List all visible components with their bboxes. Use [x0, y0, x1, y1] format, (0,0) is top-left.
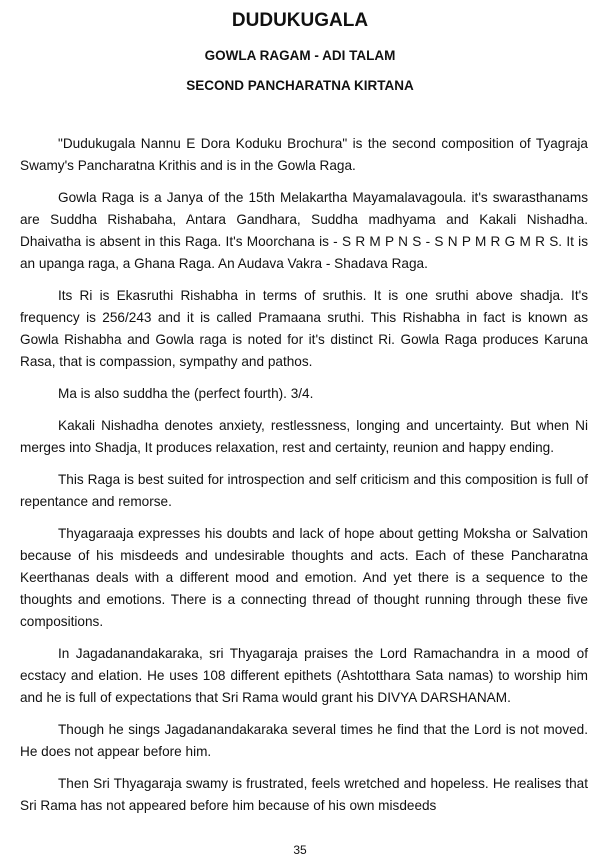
paragraph-10: Then Sri Thyagaraja swamy is frustrated, feels wretched and hopeless. He realises that Sri Rama has not appeared before him because of his own misdeeds [20, 776, 588, 813]
page-number: 35 [293, 843, 307, 857]
kirtana-subheading: SECOND PANCHARATNA KIRTANA [186, 78, 414, 93]
paragraph-5: Kakali Nishadha denotes anxiety, restlessness, longing and uncertainty. But when Ni merges into Shadja, It produces relaxation, rest and certainty, reunion and happy ending. [20, 418, 588, 455]
paragraph-6: This Raga is best suited for introspection and self criticism and this composition is full of repentance and remorse. [20, 472, 588, 509]
paragraph-8: In Jagadanandakaraka, sri Thyagaraja praises the Lord Ramachandra in a mood of ecstacy and elation. He uses 108 different epithets (Ashtotthara Sata namas) to worship him and he is full of expectations that Sri Rama would grant his DIVYA DARSHANAM. [20, 646, 588, 705]
paragraph-7: Thyagaraaja expresses his doubts and lack of hope about getting Moksha or Salvation because of his misdeeds and undesirable thoughts and acts. Each of these Pancharatna Keerthanas deals with a different mood and emotion. And yet there is a sequence to the thoughts and emotions. There is a connecting thread of thought running through these five compositions. [20, 526, 588, 629]
body-text [20, 133, 588, 827]
paragraph-9: Though he sings Jagadanandakaraka several times he find that the Lord is not moved. He does not appear before him. [20, 722, 588, 759]
raga-tala-subtitle: GOWLA RAGAM - ADI TALAM [204, 48, 396, 63]
paragraph-3: Its Ri is Ekasruthi Rishabha in terms of sruthis. It is one sruthi above shadja. It's frequency is 256/243 and it is called Pramaana sruthi. This Rishabha in fact is known as Gowla Rishabha and Gowla raga is noted for it's distinct Ri. Gowla Raga produces Karuna Rasa, that is compassion, sympathy and pathos. [20, 288, 588, 369]
paragraph-2: Gowla Raga is a Janya of the 15th Melakartha Mayamalavagoula. it's swarasthanams are Suddha Rishabaha, Antara Gandhara, Suddha madhyama and Kakali Nishadha. Dhaivatha is absent in this Raga. It's Moorchana is - S R M P N S - S N P M R G M R S. It is an upanga raga, a Ghana Raga. An Audava Vakra - Shadava Raga. [20, 190, 588, 271]
paragraph-4: Ma is also suddha the (perfect fourth). 3/4. [58, 386, 314, 401]
paragraph-1: "Dudukugala Nannu E Dora Koduku Brochura" is the second composition of Tyagraja Swamy's Pancharatna Krithis and is in the Gowla Raga. [20, 136, 588, 173]
page-title: DUDUKUGALA [231, 10, 369, 31]
